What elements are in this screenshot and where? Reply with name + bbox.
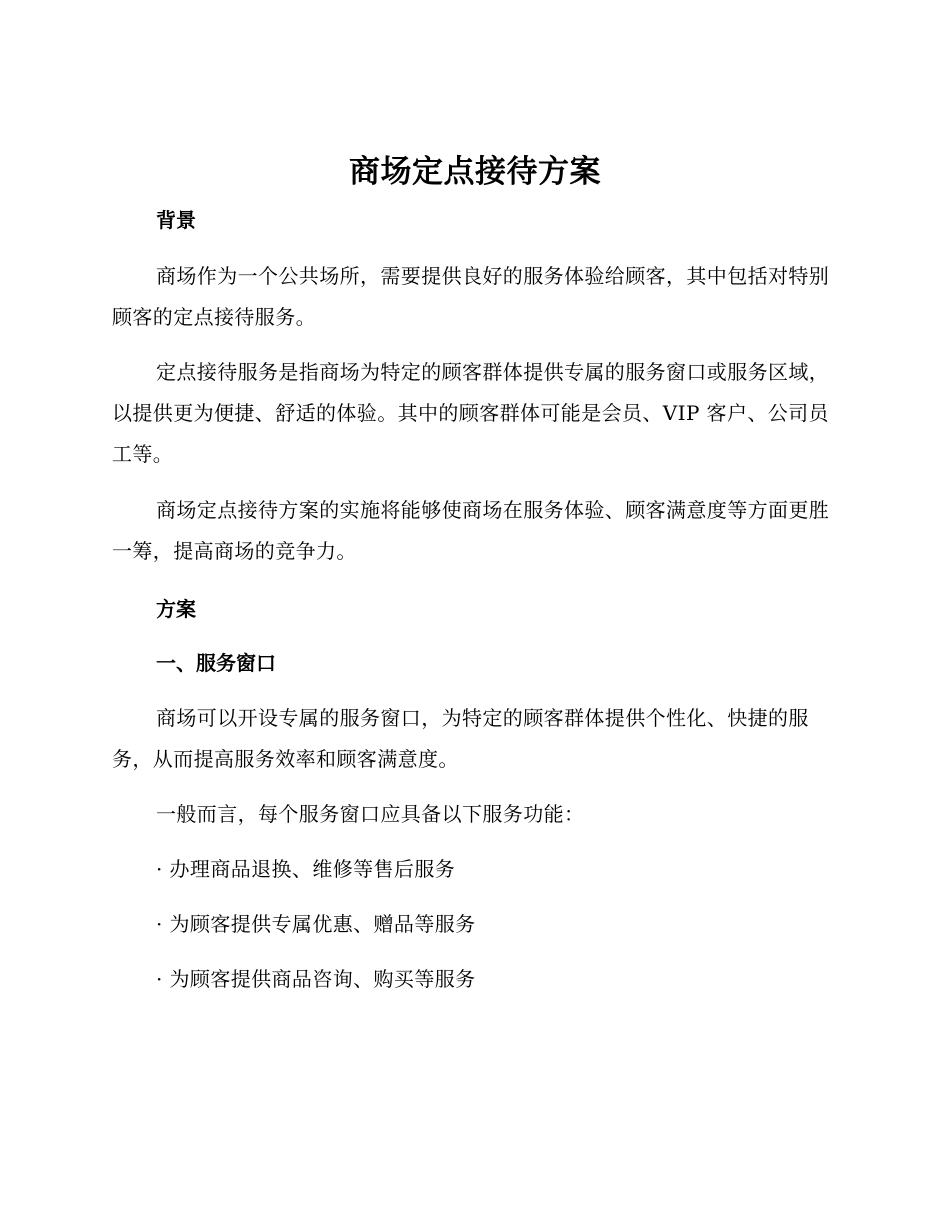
window-paragraph-2: 一般而言，每个服务窗口应具备以下服务功能： [156,802,585,826]
section-heading-plan: 方案 [156,597,196,621]
document-title: 商场定点接待方案 [349,154,601,190]
window-bullet-3: · 为顾客提供商品咨询、购买等服务 [156,967,476,991]
window-bullet-1: · 办理商品退换、维修等售后服务 [156,857,456,881]
section-heading-background: 背景 [156,208,196,232]
background-paragraph-1: 商场作为一个公共场所，需要提供良好的服务体验给顾客，其中包括对特别顾客的定点接待服务。 [112,264,830,329]
section-heading-service-window: 一、服务窗口 [156,651,276,675]
window-paragraph-1: 商场可以开设专属的服务窗口，为特定的顾客群体提供个性化、快捷的服务，从而提高服务效率和顾客满意度。 [112,706,809,771]
background-paragraph-2: 定点接待服务是指商场为特定的顾客群体提供专属的服务窗口或服务区域，以提供更为便捷、舒适的体验。其中的顾客群体可能是会员、VIP 客户、公司员工等。 [112,360,830,466]
window-bullet-2: · 为顾客提供专属优惠、赠品等服务 [156,912,476,936]
background-paragraph-3: 商场定点接待方案的实施将能够使商场在服务体验、顾客满意度等方面更胜一筹，提高商场的竞争力。 [112,498,830,563]
